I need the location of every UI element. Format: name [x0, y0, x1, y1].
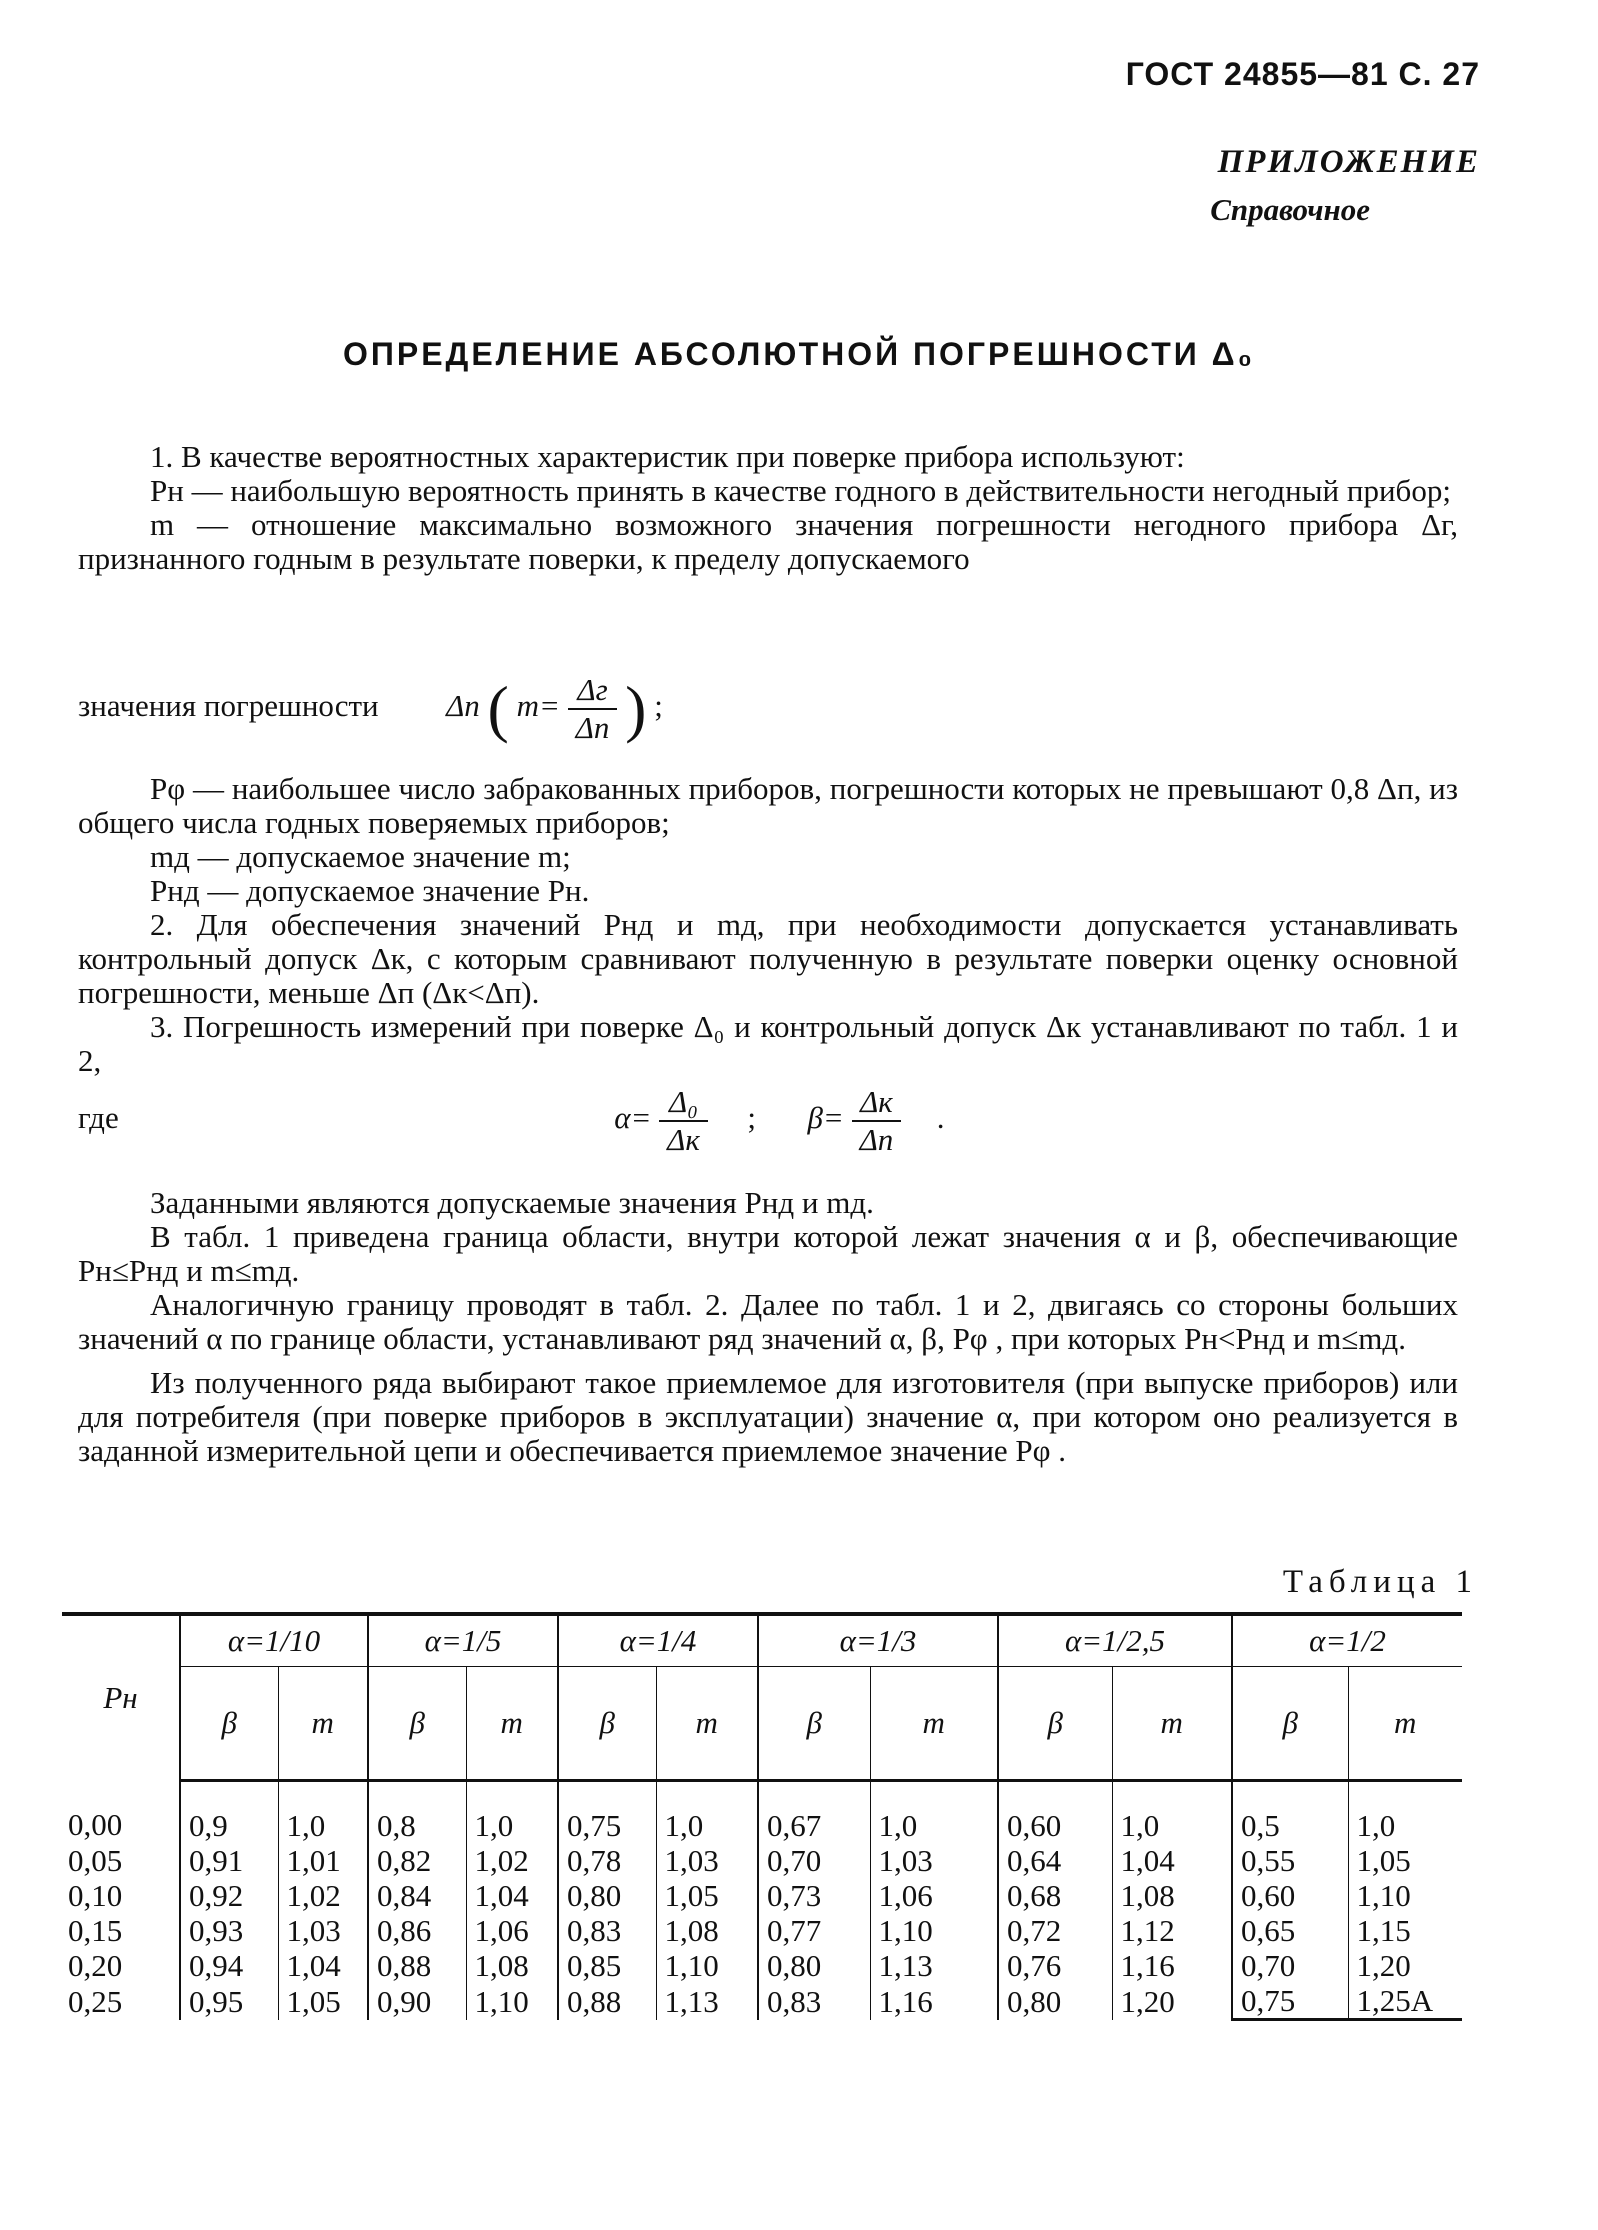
- row-label: 0,20: [68, 1948, 123, 1983]
- paragraph: Pφ — наибольшее число забракованных приборов, погрешности которых не превышают 0,8 Δп, из общего числа годных поверяемых приборов;: [78, 771, 1458, 840]
- group-header: α=1/3: [758, 1614, 998, 1667]
- fraction: [568, 672, 618, 746]
- alpha-denominator: Δк: [667, 1122, 700, 1157]
- cell-m: 1,0: [656, 1781, 758, 1844]
- cell-beta: 0,77: [758, 1913, 870, 1948]
- body-block-3: [78, 1186, 1458, 1468]
- row-label: 0,25: [68, 1983, 123, 2019]
- table-row: [62, 1781, 1462, 1844]
- paren-open: (: [487, 673, 509, 744]
- paren-close: ): [625, 673, 647, 744]
- cell-beta: 0,83: [558, 1913, 656, 1948]
- paragraph: Заданными являются допускаемые значения Pнд и mд.: [150, 1185, 874, 1220]
- sub-header-m: m: [1112, 1667, 1232, 1781]
- section-title: ОПРЕДЕЛЕНИЕ АБСОЛЮТНОЙ ПОГРЕШНОСТИ Δ₀: [342, 336, 1256, 372]
- cell-beta: 0,92: [180, 1878, 278, 1913]
- beta-numerator: Δк: [852, 1084, 902, 1122]
- group-header: α=1/4: [558, 1614, 758, 1667]
- cell-m: 1,25A: [1348, 1983, 1462, 2020]
- table-row: [62, 1948, 1462, 1983]
- table-row: [62, 1843, 1462, 1878]
- cell-beta: 0,55: [1232, 1843, 1348, 1878]
- cell-beta: 0,75: [558, 1781, 656, 1844]
- beta-fraction: [852, 1084, 902, 1158]
- body-block-2: [78, 772, 1458, 1078]
- table-row: [62, 1913, 1462, 1948]
- cell-m: 1,05: [656, 1878, 758, 1913]
- fraction-numerator: Δг: [568, 672, 618, 710]
- group-header: α=1/2: [1232, 1614, 1462, 1667]
- sub-header-beta: β: [998, 1667, 1112, 1781]
- paragraph: 3. Погрешность измерений при поверке Δ₀ и контрольный допуск Δк устанавливают по табл. 1 и 2,: [78, 1009, 1458, 1078]
- cell-m: 1,0: [1112, 1781, 1232, 1844]
- formula-m: m=: [516, 688, 560, 724]
- cell-beta: 0,76: [998, 1948, 1112, 1983]
- paragraph: Аналогичную границу проводят в табл. 2. Далее по табл. 1 и 2, двигаясь со стороны больших значений α по границе области, устанавливают ряд значений α, β, Pφ , при которых Pн<Pнд и m≤mд.: [78, 1287, 1458, 1356]
- table-row: [62, 1983, 1462, 2020]
- sub-header-m: m: [870, 1667, 998, 1781]
- body-block-1: [78, 440, 1458, 576]
- group-header: α=1/10: [180, 1614, 368, 1667]
- cell-beta: 0,86: [368, 1913, 466, 1948]
- row-label: 0,05: [68, 1843, 123, 1878]
- cell-beta: 0,90: [368, 1983, 466, 2020]
- fraction-denominator: Δп: [575, 710, 610, 745]
- paragraph: mд — допускаемое значение m;: [150, 839, 571, 874]
- cell-m: 1,13: [870, 1948, 998, 1983]
- cell-m: 1,16: [870, 1983, 998, 2020]
- beta-label: β=: [807, 1100, 844, 1136]
- paragraph: Pн — наибольшую вероятность принять в качестве годного в действительности негодный прибор;: [150, 473, 1451, 508]
- cell-m: 1,15: [1348, 1913, 1462, 1948]
- cell-m: 1,10: [656, 1948, 758, 1983]
- paragraph: Из полученного ряда выбирают такое приемлемое для изготовителя (при выпуске приборов) или для потребителя (при поверке приборов в эксплуатации) значение α, при котором оно реализуется в заданной измерительной цепи и обеспечивается приемлемое значение Pφ .: [78, 1365, 1458, 1468]
- cell-beta: 0,70: [1232, 1948, 1348, 1983]
- cell-beta: 0,84: [368, 1878, 466, 1913]
- row-label: 0,15: [68, 1913, 123, 1948]
- cell-m: 1,20: [1348, 1948, 1462, 1983]
- cell-beta: 0,95: [180, 1983, 278, 2020]
- cell-m: 1,04: [466, 1878, 558, 1913]
- document-code: ГОСТ 24855—81 С. 27: [1125, 56, 1480, 92]
- sub-header-beta: β: [558, 1667, 656, 1781]
- paragraph: В табл. 1 приведена граница области, внутри которой лежат значения α и β, обеспечивающие Pн≤Pнд и m≤mд.: [78, 1219, 1458, 1288]
- cell-beta: 0,65: [1232, 1913, 1348, 1948]
- cell-beta: 0,80: [998, 1983, 1112, 2020]
- formula-alpha-beta: [78, 1084, 1478, 1158]
- cell-beta: 0,82: [368, 1843, 466, 1878]
- group-header: α=1/5: [368, 1614, 558, 1667]
- alpha-fraction: [659, 1084, 708, 1158]
- cell-beta: 0,9: [180, 1781, 278, 1844]
- sub-header-beta: β: [180, 1667, 278, 1781]
- cell-beta: 0,67: [758, 1781, 870, 1844]
- cell-beta: 0,5: [1232, 1781, 1348, 1844]
- cell-m: 1,10: [870, 1913, 998, 1948]
- sub-header-m: m: [466, 1667, 558, 1781]
- cell-m: 1,02: [278, 1878, 368, 1913]
- alpha-numerator: Δ₀: [659, 1084, 708, 1122]
- formula-prefix: значения погрешности: [78, 688, 379, 724]
- cell-m: 1,06: [870, 1878, 998, 1913]
- sub-header-beta: β: [1232, 1667, 1348, 1781]
- cell-m: 1,04: [278, 1948, 368, 1983]
- cell-beta: 0,88: [368, 1948, 466, 1983]
- cell-m: 1,08: [466, 1948, 558, 1983]
- cell-m: 1,03: [870, 1843, 998, 1878]
- data-table: [62, 1612, 1462, 2021]
- group-header: α=1/2,5: [998, 1614, 1232, 1667]
- sub-header-m: m: [1348, 1667, 1462, 1781]
- formula-end: .: [936, 1100, 945, 1136]
- cell-m: 1,0: [466, 1781, 558, 1844]
- cell-beta: 0,73: [758, 1878, 870, 1913]
- paragraph: Pнд — допускаемое значение Pн.: [150, 873, 590, 908]
- cell-beta: 0,78: [558, 1843, 656, 1878]
- formula-separator: ;: [747, 1100, 756, 1136]
- cell-m: 1,05: [1348, 1843, 1462, 1878]
- cell-beta: 0,60: [998, 1781, 1112, 1844]
- cell-m: 1,16: [1112, 1948, 1232, 1983]
- cell-m: 1,05: [278, 1983, 368, 2020]
- table-row: [62, 1878, 1462, 1913]
- cell-m: 1,03: [278, 1913, 368, 1948]
- cell-m: 1,08: [656, 1913, 758, 1948]
- cell-m: 1,0: [870, 1781, 998, 1844]
- formula-where: где: [78, 1100, 119, 1136]
- delta-limit: Δп: [446, 688, 480, 724]
- appendix-label: ПРИЛОЖЕНИЕ: [1217, 144, 1480, 180]
- sub-header-m: m: [656, 1667, 758, 1781]
- cell-beta: 0,85: [558, 1948, 656, 1983]
- paragraph: 1. В качестве вероятностных характеристик при поверке прибора используют:: [150, 439, 1185, 474]
- cell-m: 1,04: [1112, 1843, 1232, 1878]
- cell-beta: 0,80: [758, 1948, 870, 1983]
- row-label: 0,00: [68, 1807, 123, 1843]
- cell-m: 1,13: [656, 1983, 758, 2020]
- paragraph: m — отношение максимально возможного значения погрешности негодного прибора Δг, признанного годным в результате поверки, к пределу допускаемого: [78, 507, 1458, 576]
- beta-denominator: Δп: [859, 1122, 894, 1157]
- cell-beta: 0,75: [1232, 1983, 1348, 2020]
- cell-beta: 0,94: [180, 1948, 278, 1983]
- paragraph: 2. Для обеспечения значений Pнд и mд, при необходимости допускается устанавливать контрольный допуск Δк, с которым сравнивают полученную в результате поверки оценку основной погрешности, меньше Δп (Δк<Δп).: [78, 907, 1458, 1010]
- table-label: Таблица 1: [1282, 1564, 1478, 1600]
- cell-m: 1,02: [466, 1843, 558, 1878]
- cell-m: 1,0: [1348, 1781, 1462, 1844]
- appendix-sublabel: Справочное: [1210, 192, 1370, 227]
- cell-beta: 0,83: [758, 1983, 870, 2020]
- cell-beta: 0,60: [1232, 1878, 1348, 1913]
- cell-m: 1,06: [466, 1913, 558, 1948]
- cell-m: 1,0: [278, 1781, 368, 1844]
- row-label: 0,10: [68, 1878, 123, 1913]
- cell-m: 1,03: [656, 1843, 758, 1878]
- cell-m: 1,20: [1112, 1983, 1232, 2020]
- row-header: Pн: [62, 1614, 180, 1781]
- cell-beta: 0,70: [758, 1843, 870, 1878]
- cell-beta: 0,80: [558, 1878, 656, 1913]
- cell-m: 1,08: [1112, 1878, 1232, 1913]
- cell-beta: 0,93: [180, 1913, 278, 1948]
- sub-header-beta: β: [368, 1667, 466, 1781]
- alpha-label: α=: [614, 1100, 652, 1136]
- cell-beta: 0,88: [558, 1983, 656, 2020]
- sub-header-beta: β: [758, 1667, 870, 1781]
- cell-m: 1,01: [278, 1843, 368, 1878]
- cell-beta: 0,68: [998, 1878, 1112, 1913]
- cell-beta: 0,72: [998, 1913, 1112, 1948]
- cell-m: 1,12: [1112, 1913, 1232, 1948]
- formula-ratio-m: [78, 672, 1478, 746]
- formula-end: ;: [654, 688, 663, 724]
- cell-m: 1,10: [1348, 1878, 1462, 1913]
- cell-beta: 0,91: [180, 1843, 278, 1878]
- cell-beta: 0,8: [368, 1781, 466, 1844]
- sub-header-m: m: [278, 1667, 368, 1781]
- cell-m: 1,10: [466, 1983, 558, 2020]
- cell-beta: 0,64: [998, 1843, 1112, 1878]
